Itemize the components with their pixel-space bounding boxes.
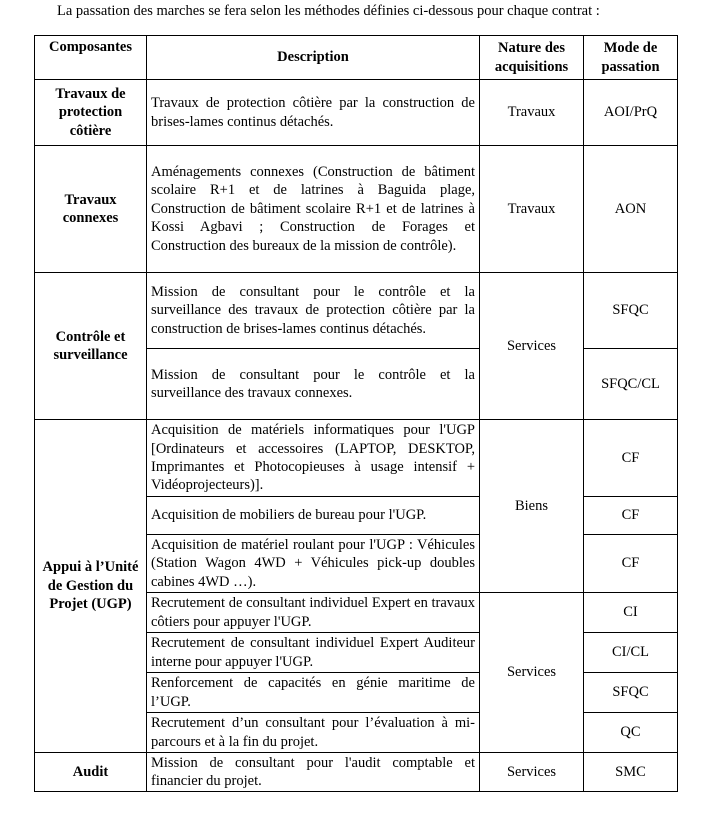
nature-cell: Services (480, 593, 584, 753)
description-cell: Recrutement d’un consultant pour l’évaluation à mi-parcours et à la fin du projet. (147, 713, 480, 753)
description-cell: Recrutement de consultant individuel Expert Auditeur interne pour appuyer l'UGP. (147, 633, 480, 673)
table-row (35, 146, 678, 273)
description-cell: Travaux de protection côtière par la construction de brises-lames continus détachés. (147, 80, 480, 146)
nature-cell: Travaux (480, 146, 584, 273)
component-cell: Contrôle et surveillance (35, 273, 147, 420)
component-cell: Travaux de protection côtière (35, 80, 147, 146)
nature-cell: Travaux (480, 80, 584, 146)
nature-cell: Services (480, 273, 584, 420)
description-cell: Recrutement de consultant individuel Expert en travaux côtiers pour appuyer l'UGP. (147, 593, 480, 633)
description-cell: Aménagements connexes (Construction de bâtiment scolaire R+1 et de latrines à Baguida plage, Construction de bâtiment scolaire R+1 et de latrines à Kossi Agbavi ; Construction de Forages et Construction des bureaux de la mission de contrôle). (147, 146, 480, 273)
table-row (35, 80, 678, 146)
nature-cell: Biens (480, 420, 584, 593)
mode-cell: CF (584, 420, 678, 497)
table-row (35, 273, 678, 349)
nature-cell: Services (480, 753, 584, 792)
component-cell: Travaux connexes (35, 146, 147, 273)
description-cell: Mission de consultant pour le contrôle et la surveillance des travaux connexes. (147, 349, 480, 420)
mode-cell: QC (584, 713, 678, 753)
mode-cell: CF (584, 497, 678, 535)
component-cell: Appui à l’Unité de Gestion du Projet (UGP) (35, 420, 147, 753)
description-cell: Acquisition de matériels informatiques pour l'UGP [Ordinateurs et accessoires (LAPTOP, DESKTOP, Imprimantes et Photocopieuses à usage intensif + Vidéoprojecteurs)]. (147, 420, 480, 497)
mode-cell: SFQC (584, 273, 678, 349)
header-description: Description (147, 36, 480, 80)
mode-cell: SFQC (584, 673, 678, 713)
mode-cell: CI (584, 593, 678, 633)
intro-text: La passation des marches se fera selon les méthodes définies ci-dessous pour chaque contrat : (57, 3, 600, 19)
header-nature: Nature des acquisitions (480, 36, 584, 80)
header-mode: Mode de passation (584, 36, 678, 80)
mode-cell: SMC (584, 753, 678, 792)
component-cell: Audit (35, 753, 147, 792)
description-cell: Renforcement de capacités en génie maritime de l’UGP. (147, 673, 480, 713)
mode-cell: AON (584, 146, 678, 273)
mode-cell: SFQC/CL (584, 349, 678, 420)
table-row (35, 420, 678, 497)
mode-cell: CF (584, 535, 678, 593)
mode-cell: CI/CL (584, 633, 678, 673)
table-row (35, 753, 678, 792)
header-row (35, 36, 678, 80)
procurement-table (34, 35, 678, 792)
description-cell: Acquisition de matériel roulant pour l'UGP : Véhicules (Station Wagon 4WD + Véhicules pick-up doubles cabines 4WD …). (147, 535, 480, 593)
mode-cell: AOI/PrQ (584, 80, 678, 146)
description-cell: Mission de consultant pour le contrôle et la surveillance des travaux de protection côtière par la construction de brises-lames continus détachés. (147, 273, 480, 349)
description-cell: Acquisition de mobiliers de bureau pour l'UGP. (147, 497, 480, 535)
header-composantes: Composantes (35, 36, 147, 80)
description-cell: Mission de consultant pour l'audit comptable et financier du projet. (147, 753, 480, 792)
